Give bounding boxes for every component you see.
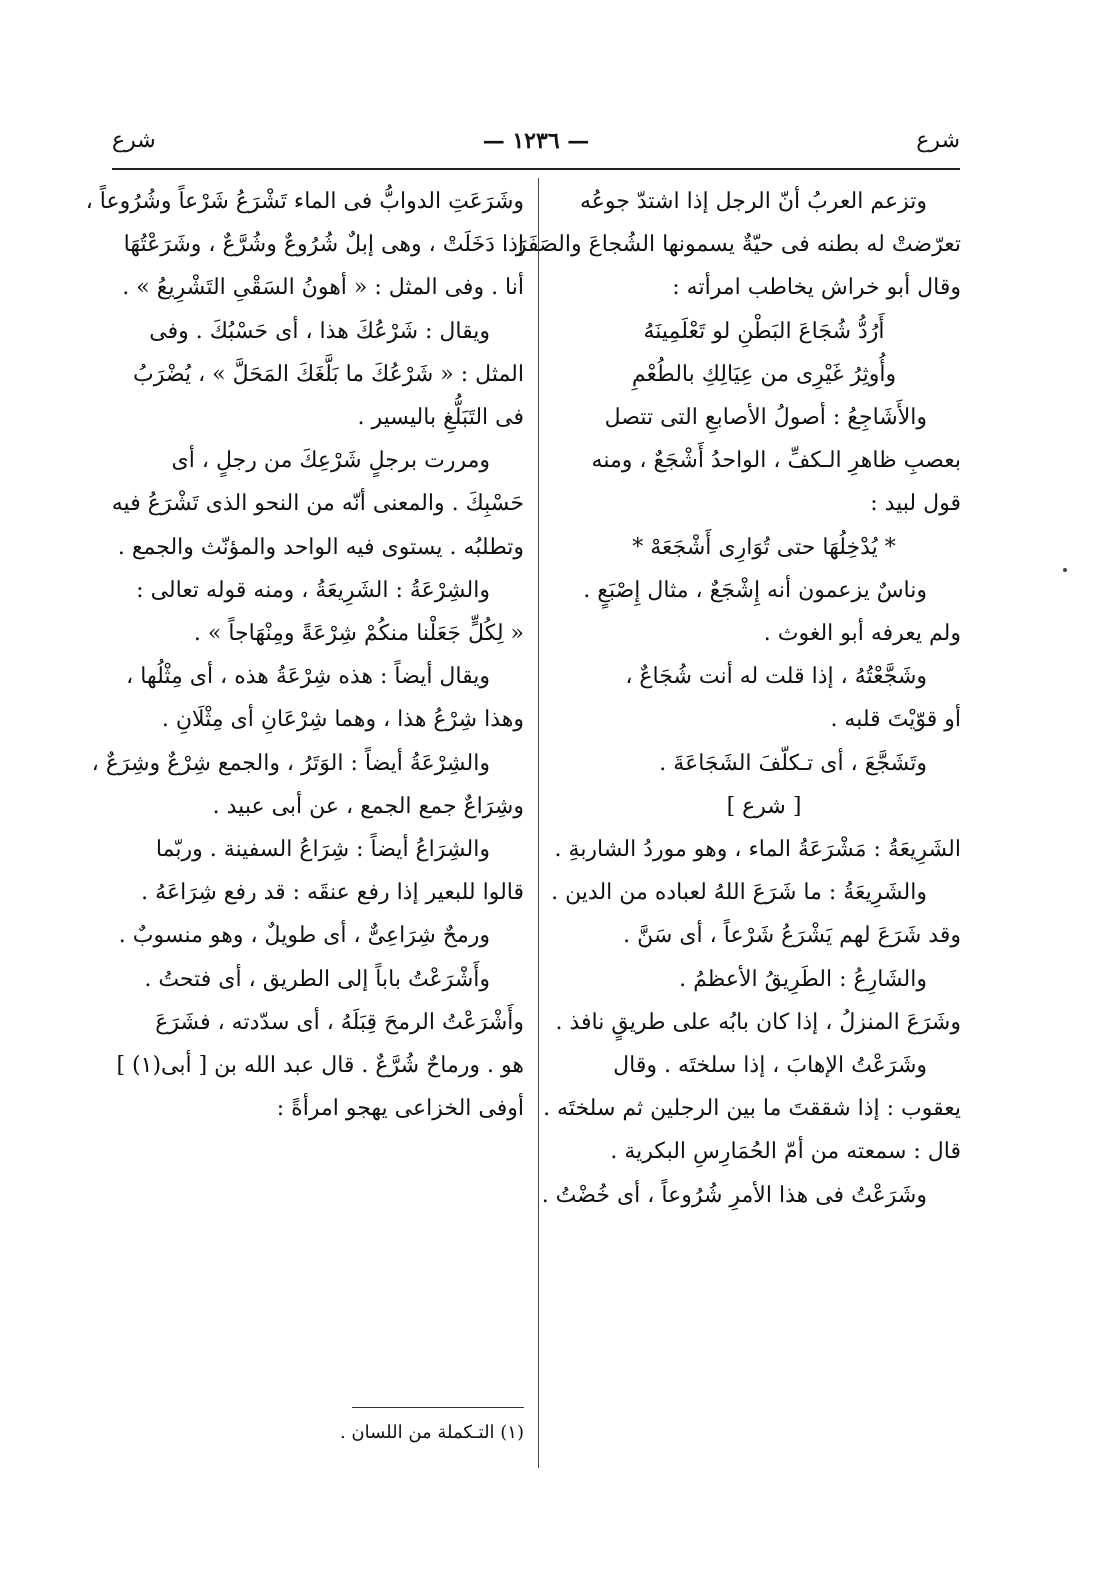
text-line: أنا . وفى المثل : « أهونُ السَقْىِ التَشْرِيعُ » . bbox=[122, 275, 524, 301]
text-line: الشَرِيعَةُ : مَشْرَعَةُ الماء ، وهو موردُ الشاربةِ . bbox=[554, 837, 961, 863]
text-line: يعقوب : إذا شققتَ ما بين الرجلين ثم سلختَه . bbox=[543, 1096, 961, 1122]
text-line: وشَرَعْتُ الإهابَ ، إذا سلختَه . وقال bbox=[613, 1053, 927, 1079]
text-line: وشَرَعَتِ الدوابُّ فى الماء تَشْرَعُ شَرْعاً وشُرُوعاً ، bbox=[85, 189, 524, 214]
text-line: والشِرْعَةُ : الشَرِيعَةُ ، ومنه قوله تعالى : bbox=[136, 577, 490, 603]
text-line: وأَشْرَعْتُ الرمحَ قِبَلَهُ ، أى سدّدته ، فشَرَعَ bbox=[155, 1009, 524, 1035]
text-line: قالوا للبعير إذا رفع عنقَه : قد رفع شِرَاعَهُ . bbox=[141, 880, 524, 906]
header-rule bbox=[112, 168, 960, 170]
text-line: تعرّضتْ له بطنه فى حيّةٌ يسمونها الشُجاعَ والصَفَرَ . bbox=[501, 232, 961, 258]
verse-line: أَرُدُّ شُجَاعَ البَطْنِ لو تَعْلَمِينَهُ bbox=[643, 318, 885, 344]
text-line: وناسٌ يزعمون أنه إِشْجَعٌ ، مثال إِصْبَعٍ . bbox=[583, 577, 927, 603]
text-line: المثل : « شَرْعُكَ ما بَلَّغَكَ المَحَلَّ » ، يُضْرَبُ bbox=[133, 361, 524, 387]
text-line: والشَرِيعَةُ : ما شَرَعَ اللهُ لعباده من الدين . bbox=[551, 880, 927, 906]
left-column bbox=[85, 180, 524, 1130]
text-line: والشَارِعُ : الطَرِيقُ الأعظمُ . bbox=[679, 966, 927, 992]
text-line: ورمحٌ شِرَاعِىٌّ ، أى طويلٌ ، وهو منسوبٌ . bbox=[118, 923, 490, 949]
text-line: وأَشْرَعْتُ باباً إلى الطريق ، أى فتحتُ . bbox=[144, 966, 490, 992]
text-line: وقد شَرَعَ لهم يَشْرَعُ شَرْعاً ، أى سَنَّ . bbox=[623, 923, 961, 949]
text-line: وشَرَعَ المنزلُ ، إذا كان بابُه على طريقٍ نافذ . bbox=[555, 1009, 961, 1035]
text-line: ومررت برجلٍ شَرْعِكَ من رجلٍ ، أى bbox=[171, 448, 490, 474]
text-line: بعصبِ ظاهرِ الـكفِّ ، الواحدُ أَشْجَعٌ ، ومنه bbox=[591, 448, 961, 474]
text-line: ويقال أيضاً : هذه شِرْعَةُ هذه ، أى مِثْلُها ، bbox=[126, 664, 490, 690]
text-line: والأَشَاجِعُ : أصولُ الأصابعِ التى تتصل bbox=[604, 405, 927, 431]
verse-line: * يُدْخِلُهَا حتى تُوَارِى أَشْجَعَهْ * bbox=[632, 534, 896, 560]
right-column bbox=[501, 180, 961, 1217]
text-line: وشِرَاعٌ جمع الجمع ، عن أبى عبيد . bbox=[212, 793, 524, 819]
text-line: حَسْبِكَ . والمعنى أنّه من النحو الذى تَشْرَعُ فيه bbox=[111, 491, 524, 517]
text-line: إذا دَخَلَتْ ، وهى إبلٌ شُرُوعٌ وشُرَّعٌ ، وشَرَعْتُهَا bbox=[123, 232, 524, 258]
header-root-word-left: شرع bbox=[112, 128, 156, 153]
text-line: « لِكُلٍّ جَعَلْنا منكُمْ شِرْعَةً ومِنْهَاجاً » . bbox=[193, 621, 524, 647]
text-line: أوفى الخزاعى يهجو امرأةً : bbox=[276, 1096, 524, 1122]
entry-heading: [ شرع ] bbox=[726, 793, 802, 819]
page-number: — ١٢٣٦ — bbox=[482, 128, 590, 154]
text-line: قول لبيد : bbox=[870, 491, 961, 517]
page-header bbox=[112, 128, 960, 164]
text-line: ولم يعرفه أبو الغوث . bbox=[763, 621, 961, 647]
text-line: أو قوّيْتَ قلبه . bbox=[830, 707, 961, 733]
text-line: ويقال : شَرْعُكَ هذا ، أى حَسْبُكَ . وفى bbox=[149, 318, 490, 344]
text-line: وقال أبو خراش يخاطب امرأته : bbox=[672, 275, 961, 301]
text-line: وهذا شِرْعُ هذا ، وهما شِرْعَانِ أى مِثْلَانِ . bbox=[161, 707, 524, 733]
text-line: قال : سمعته من أمّ الحُمَارِسِ البكرية . bbox=[610, 1139, 961, 1165]
text-line: فى التَبَلُّغِ باليسير . bbox=[357, 405, 524, 431]
text-line: والشِرْعَةُ أيضاً : الوَتَرُ ، والجمع شِرْعٌ وشِرَعٌ ، bbox=[91, 750, 490, 776]
verse-line: وأُوثِرُ غَيْرِى من عِيَالِكِ بالطُعْمِ bbox=[631, 361, 897, 387]
text-line: وتطلبُه . يستوى فيه الواحد والمؤنّث والجمع . bbox=[117, 534, 524, 560]
column-divider bbox=[538, 178, 539, 1468]
text-line: وشَرَعْتُ فى هذا الأمرِ شُرُوعاً ، أى خُضْتُ . bbox=[541, 1182, 927, 1208]
header-root-word-right: شرع bbox=[916, 128, 960, 153]
text-line: وتَشَجَّعَ ، أى تـكلّفَ الشَجَاعَةَ . bbox=[659, 750, 927, 776]
speck bbox=[1063, 568, 1067, 572]
text-line: هو . ورماحٌ شُرَّعٌ . قال عبد الله بن [ أبى(١) ] bbox=[116, 1053, 524, 1079]
text-line: والشِرَاعُ أيضاً : شِرَاعُ السفينة . وربّما bbox=[155, 837, 490, 863]
text-line: وشَجَّعْتُهُ ، إذا قلت له أنت شُجَاعٌ ، bbox=[625, 664, 927, 690]
text-line: وتزعم العربُ أنّ الرجل إذا اشتدّ جوعُه bbox=[579, 189, 927, 214]
footnote-rule bbox=[352, 1407, 524, 1408]
footnote: (١) التـكملة من اللسان . bbox=[339, 1422, 524, 1443]
